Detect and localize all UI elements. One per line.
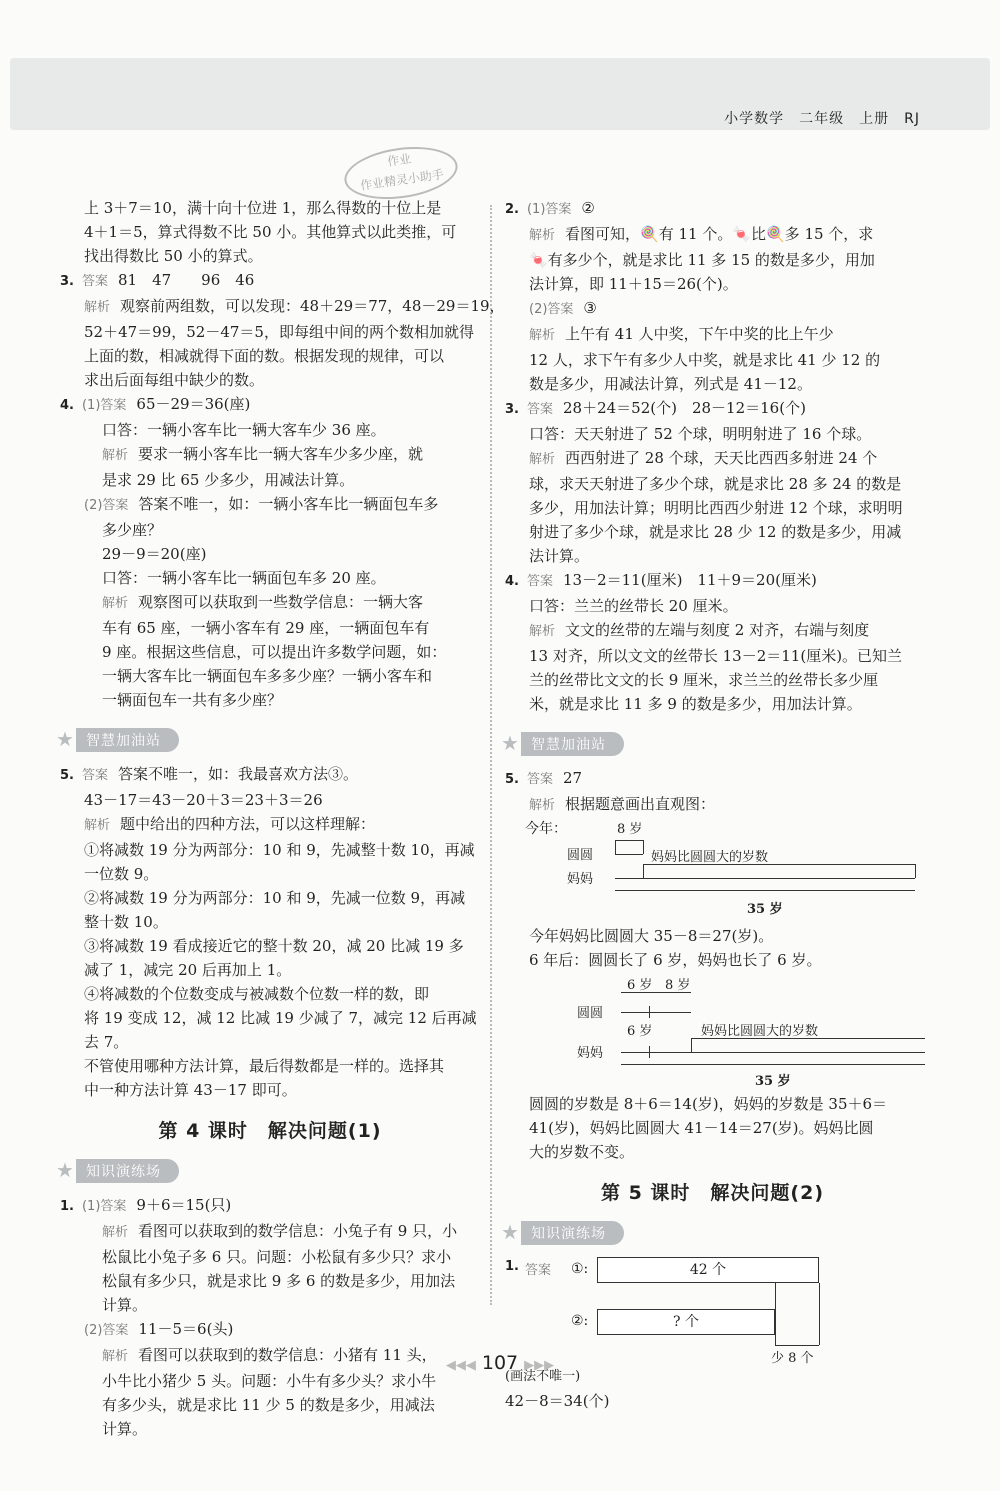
text-line: ②将减数 19 分为两部分：10 和 9，先减一位数 9，再减	[84, 889, 466, 907]
text-line: 根据题意画出直观图：	[565, 795, 716, 813]
answer-tag: 答案	[526, 574, 553, 589]
answer-tag: 答案	[525, 1263, 552, 1278]
star-icon	[54, 729, 80, 751]
text-line: 口答：天天射进了 52 个球，明明射进了 16 个球。	[529, 425, 872, 443]
question-number: 5.	[60, 768, 74, 783]
text-line: 文文的丝带的左端与刻度 2 对齐，右端与刻度	[565, 621, 870, 639]
split-tick	[649, 1006, 650, 1018]
guide-line	[775, 1283, 776, 1345]
left-arrows-icon: ◀◀◀	[445, 1358, 476, 1373]
column-divider	[490, 205, 492, 1305]
text-line: 圆圆的岁数是 8＋6＝14(岁)，妈妈的岁数是 35＋6＝	[529, 1095, 888, 1113]
text-line: 29－9＝20(座)	[102, 545, 207, 563]
star-icon	[499, 1222, 525, 1244]
analysis-tag: 解析	[529, 624, 556, 639]
text-line: 4＋1＝5，算式得数不比 50 小。其他算式以此类推，可	[84, 223, 457, 241]
answer-tag: (2)答案	[529, 302, 574, 317]
text-line: 计算。	[102, 1296, 148, 1314]
text-line: 口答：一辆小客车比一辆面包车多 20 座。	[102, 569, 386, 587]
total-label: 35 岁	[747, 902, 783, 917]
total-brace	[621, 1064, 925, 1065]
total-label: 35 岁	[755, 1074, 791, 1089]
text-line: 松鼠有多少只，就是求比 9 多 6 的数是多少，用加法	[102, 1272, 456, 1290]
guide-line	[819, 1283, 820, 1345]
text-line: 米，就是求比 11 多 9 的数是多少，用加法计算。	[529, 695, 862, 713]
bracket-tick	[643, 864, 644, 878]
text-line: 整十数 10。	[84, 913, 168, 931]
page-footer	[0, 1352, 1000, 1374]
split-tick	[691, 1038, 692, 1052]
text-line: 口答：一辆小客车比一辆大客车少 36 座。	[102, 421, 386, 439]
answer-text: 42－8＝34(个)	[505, 1392, 610, 1410]
text-line: 求出后面每组中缺少的数。	[84, 371, 265, 389]
stamp-line-2: 作业精灵小助手	[359, 167, 445, 193]
diff-label: 妈妈比圆圆大的岁数	[651, 850, 769, 865]
analysis-tag: 解析	[102, 1225, 129, 1240]
text-line: 52＋47＝99，52－47＝5，即每组中间的两个数相加就得	[84, 323, 474, 341]
bracket-tick	[643, 840, 644, 854]
total-brace	[615, 890, 915, 891]
answer-text: 答案不唯一，如：我最喜欢方法③。	[118, 765, 359, 783]
text-line: 减了 1，减完 20 后再加上 1。	[84, 961, 292, 979]
text-line: ①将减数 19 分为两部分：10 和 9，先减整十数 10，再减	[84, 841, 475, 859]
text-line: 看图可以获取到的数学信息：小猪有 11 头，	[138, 1346, 437, 1364]
question-number: 3.	[60, 274, 74, 289]
answer-text: 9＋6＝15(只)	[136, 1196, 232, 1214]
answer-text: 65－29＝36(座)	[136, 395, 251, 413]
text-line: 上面的数，相减就得下面的数。根据发现的规律，可以	[84, 347, 445, 365]
section-banner	[499, 1221, 920, 1245]
analysis-tag: 解析	[102, 1349, 129, 1364]
question-number: 5.	[505, 772, 519, 787]
right-column	[505, 196, 920, 1413]
bracket-label: 8 岁	[665, 978, 691, 993]
book-info: 小学数学 二年级 上册 RJ	[724, 111, 920, 127]
analysis-tag: 解析	[529, 328, 556, 343]
text-line: 41(岁)，妈妈比圆圆大 41－14＝27(岁)。妈妈比圆	[529, 1119, 874, 1137]
question-number: 4.	[505, 574, 519, 589]
text-line: 题中给出的四种方法，可以这样理解：	[120, 815, 376, 833]
note-text: (画法不唯一)	[505, 1369, 581, 1384]
answer-text: 27	[563, 769, 583, 787]
analysis-tag: 解析	[529, 228, 556, 243]
row-label: 妈妈	[577, 1046, 604, 1061]
text-line: 观察前两组数，可以发现：48＋29＝77，48－29＝19，	[120, 297, 505, 315]
answer-text: 11－5＝6(头)	[138, 1320, 234, 1338]
bracket-label: 6 岁	[627, 978, 653, 993]
text-line: 一辆面包车一共有多少座？	[102, 691, 283, 709]
text-line: 看图可知，🍭有 11 个。🍬比🍭多 15 个，求	[565, 225, 874, 243]
year-label: 今年：	[525, 821, 567, 837]
right-arrows-icon: ▶▶▶	[524, 1358, 555, 1373]
text-line: 兰的丝带比文文的长 9 厘米，求兰兰的丝带长多少厘	[529, 671, 879, 689]
text-line: 射进了多少个球，就是求比 28 少 12 的数是多少，用减	[529, 523, 902, 541]
text-line: 观察图可以获取到一些数学信息：一辆大客	[138, 593, 424, 611]
segment-line	[621, 1012, 691, 1013]
text-line: 12 人，求下午有多少人中奖，就是求比 41 少 12 的	[529, 351, 881, 369]
text-line: 上 3＋7＝10，满十向十位进 1，那么得数的十位上是	[84, 199, 442, 217]
section-label: 知识演练场	[76, 1159, 179, 1183]
star-icon	[499, 733, 525, 755]
bracket-line	[691, 1038, 925, 1039]
text-line: 将 19 变成 12，减 12 比减 19 少减了 7，减完 12 后再减	[84, 1009, 477, 1027]
text-line: 6 年后：圆圆长了 6 岁，妈妈也长了 6 岁。	[529, 951, 822, 969]
bracket-tick	[615, 840, 616, 854]
text-line: 多少座？	[102, 521, 163, 539]
section-banner	[54, 728, 480, 752]
text-line: 数是多少，用减法计算，列式是 41－12。	[529, 375, 812, 393]
question-number: 1.	[60, 1199, 74, 1214]
text-line: 是求 29 比 65 少多少，用减法计算。	[102, 471, 355, 489]
answer-tag: (1)答案	[81, 1199, 127, 1214]
analysis-tag: 解析	[84, 300, 111, 315]
analysis-tag: 解析	[84, 818, 111, 833]
text-line: 计算。	[102, 1420, 148, 1438]
answer-tag: (1)答案	[526, 202, 572, 217]
text-line: 不管使用哪种方法计算，最后得数都是一样的。选择其	[84, 1057, 445, 1075]
diff-label: 妈妈比圆圆大的岁数	[701, 1024, 819, 1039]
row-label: 圆圆	[577, 1006, 604, 1021]
question-number: 3.	[505, 402, 519, 417]
text-line: 要求一辆小客车比一辆大客车少多少座，就	[138, 445, 424, 463]
text-line: 去 7。	[84, 1033, 129, 1051]
text-line: 球，求天天射进了多少个球，就是求比 28 多 24 的数是	[529, 475, 902, 493]
text-line: 一辆大客车比一辆面包车多多少座？一辆小客车和	[102, 667, 433, 685]
age-diagram-later	[505, 972, 920, 1092]
segment-line	[615, 878, 915, 879]
segment-line	[621, 1052, 925, 1053]
text-line: ③将减数 19 看成接近它的整十数 20，减 20 比减 19 多	[84, 937, 464, 955]
text-line: 法计算，即 11＋15＝26(个)。	[529, 275, 738, 293]
answer-tag: 答案	[526, 772, 553, 787]
text-line: 43－17＝43－20＋3＝23＋3＝26	[84, 791, 323, 809]
bracket-line	[621, 992, 691, 993]
text-line: 法计算。	[529, 547, 590, 565]
section-banner	[54, 1159, 480, 1183]
text-line: 13 对齐，所以文文的丝带长 13－2＝11(厘米)。已知兰	[529, 647, 903, 665]
text-line: 找出得数比 50 小的算式。	[84, 247, 263, 265]
answer-tag: 答案	[81, 768, 108, 783]
row-label: 妈妈	[567, 872, 594, 887]
section-label: 智慧加油站	[521, 732, 624, 756]
bracket-tick	[915, 864, 916, 878]
answer-tag: 答案	[526, 402, 553, 417]
answer-tag: (1)答案	[81, 398, 127, 413]
lesson-title: 第 4 课时 解决问题(1)	[158, 1120, 382, 1142]
text-line: 口答：兰兰的丝带长 20 厘米。	[529, 597, 738, 615]
text-line: 上午有 41 人中奖，下午中奖的比上午少	[565, 325, 834, 343]
answer-text: ②	[581, 199, 595, 217]
answer-tag: (2)答案	[84, 498, 129, 513]
text-line: 🍬有多少个，就是求比 11 多 15 的数是多少，用加	[529, 251, 875, 269]
stamp-line-1: 作业	[386, 151, 413, 169]
age-diagram-now	[505, 818, 920, 924]
section-label: 知识演练场	[521, 1221, 624, 1245]
text-line: 今年妈妈比圆圆大 35－8＝27(岁)。	[529, 927, 774, 945]
answer-text: ③	[583, 299, 597, 317]
bar-1	[597, 1257, 819, 1283]
diff-label: 少 8 个	[771, 1351, 814, 1366]
bar-marker: ②:	[571, 1313, 589, 1329]
answer-text: 13－2＝11(厘米) 11＋9＝20(厘米)	[563, 571, 817, 589]
answer-text: 答案不唯一，如：一辆小客车比一辆面包车多	[138, 495, 439, 513]
text-line: 松鼠比小兔子多 6 只。问题：小松鼠有多少只？求小	[102, 1248, 452, 1266]
bar-diagram	[505, 1255, 920, 1365]
text-line: 中一种方法计算 43－17 即可。	[84, 1081, 297, 1099]
text-line: 有多少头，就是求比 11 少 5 的数是多少，用减法	[102, 1396, 435, 1414]
bracket-label: 8 岁	[617, 822, 643, 837]
text-line: 看图可以获取到的数学信息：小兔子有 9 只，小	[138, 1222, 458, 1240]
row-label: 圆圆	[567, 848, 594, 863]
diff-brace	[775, 1345, 819, 1346]
analysis-tag: 解析	[529, 452, 556, 467]
segment-line	[615, 854, 643, 855]
text-line: ④将减数的个位数变成与被减数个位数一样的数，即	[84, 985, 430, 1003]
text-line: 大的岁数不变。	[529, 1143, 635, 1161]
text-line: 一位数 9。	[84, 865, 159, 883]
bar-2	[597, 1309, 775, 1335]
bracket-line	[615, 840, 643, 841]
text-line: 多少，用加法计算；明明比西西少射进 12 个球，求明明	[529, 499, 903, 517]
page-number: 107	[481, 1352, 519, 1374]
answer-tag: 答案	[81, 274, 108, 289]
answer-tag: (2)答案	[84, 1323, 129, 1338]
text-line: 9 座。根据这些信息，可以提出许多数学问题，如：	[102, 643, 447, 661]
answer-text: 28＋24＝52(个) 28－12＝16(个)	[563, 399, 806, 417]
section-banner	[499, 732, 920, 756]
analysis-tag: 解析	[529, 798, 556, 813]
analysis-tag: 解析	[102, 596, 129, 611]
star-icon	[54, 1160, 80, 1182]
question-number: 4.	[60, 398, 74, 413]
section-label: 智慧加油站	[76, 728, 179, 752]
question-number: 1.	[505, 1259, 519, 1274]
bracket-label: 6 岁	[627, 1024, 653, 1039]
text-line: 车有 65 座，一辆小客车有 29 座，一辆面包车有	[102, 619, 430, 637]
text-line: 小牛比小猪少 5 头。问题：小牛有多少头？求小牛	[102, 1372, 437, 1390]
question-number: 2.	[505, 202, 519, 217]
bar-1-label: 42 个	[689, 1262, 727, 1278]
bracket-line	[643, 864, 915, 865]
split-tick	[649, 1046, 650, 1058]
bar-2-label: ? 个	[673, 1314, 699, 1330]
text-line: 西西射进了 28 个球，天天比西西多射进 24 个	[565, 449, 878, 467]
lesson-title: 第 5 课时 解决问题(2)	[600, 1182, 825, 1204]
bar-marker: ①:	[571, 1261, 589, 1277]
analysis-tag: 解析	[102, 448, 129, 463]
answer-text: 81 47 96 46	[118, 271, 255, 289]
